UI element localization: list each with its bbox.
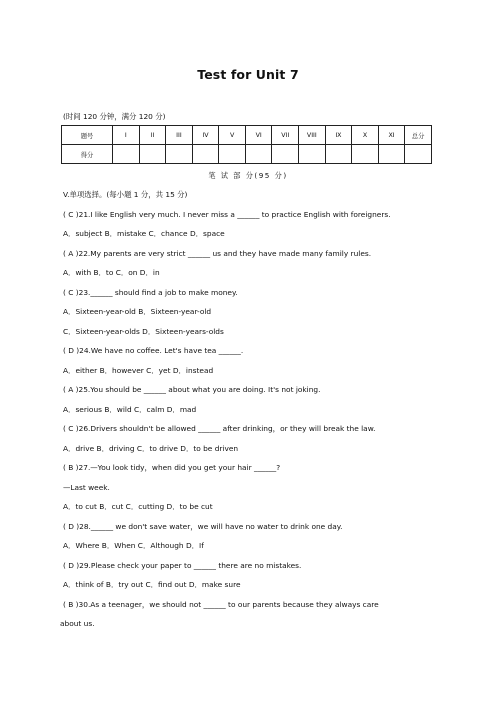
question-options: A．think of B．try out C．find out D．make sure <box>63 580 241 589</box>
score-input-cell[interactable] <box>166 145 193 164</box>
score-input-cell[interactable] <box>139 145 166 164</box>
question-options: A．to cut B．cut C．cutting D．to be cut <box>63 502 213 511</box>
score-table-cell: 总分 <box>405 126 432 145</box>
score-table-cell: 题号 <box>62 126 113 145</box>
question-stem-continuation: about us. <box>60 619 95 628</box>
score-input-cell[interactable] <box>272 145 299 164</box>
question-stem: ( D )24.We have no coffee. Let's have tea ______. <box>63 346 244 355</box>
score-table-cell: IX <box>325 126 352 145</box>
score-input-cell[interactable] <box>405 145 432 164</box>
question-list <box>60 185 443 634</box>
score-table-cell: VII <box>272 126 299 145</box>
question-stem: ( A )25.You should be ______ about what you are doing. It's not joking. <box>63 385 321 394</box>
score-input-cell[interactable] <box>245 145 272 164</box>
question-options: A．drive B．driving C．to drive D．to be driven <box>63 443 239 453</box>
score-input-cell[interactable] <box>378 145 405 164</box>
question-options: C．Sixteen-year-olds D．Sixteen-years-olds <box>63 326 224 336</box>
score-table-cell: VIII <box>299 126 326 145</box>
question-options: A．serious B．wild C．calm D．mad <box>63 404 197 414</box>
question-stem: ( A )22.My parents are very strict ______ us and they have made many family rules. <box>63 248 372 258</box>
question-stem: ( B )30.As a teenager，we should not ______ to our parents because they always care <box>63 599 379 609</box>
score-table <box>61 125 432 164</box>
score-table-cell: X <box>352 126 379 145</box>
score-table-header-row <box>62 126 432 145</box>
score-table-score-row <box>62 145 432 164</box>
question-stem: ( D )29.Please check your paper to ______ there are no mistakes. <box>63 560 302 570</box>
section-heading: 笔 试 部 分(95 分) <box>208 171 288 180</box>
question-options: A．Sixteen-year-old B．Sixteen-year-old <box>63 307 212 316</box>
question-options: A．subject B．mistake C．chance D．space <box>63 229 225 238</box>
question-stem: ( B )27.—You look tidy，when did you get your hair ______? <box>63 463 281 472</box>
question-options: A．either B．however C．yet D．instead <box>63 365 214 375</box>
question-stem: ( C )26.Drivers shouldn't be allowed ______ after drinking，or they will break the law. <box>63 424 376 433</box>
score-table-cell: V <box>219 126 246 145</box>
question-stem: ( C )23.______ should find a job to make money. <box>63 287 238 297</box>
question-stem: ( D )28.______ we don't save water，we will have no water to drink one day. <box>63 521 343 531</box>
score-input-cell[interactable] <box>192 145 219 164</box>
question-options: A．with B．to C．on D．in <box>63 268 160 277</box>
score-table-cell: I <box>113 126 140 145</box>
score-table-cell: II <box>139 126 166 145</box>
time-and-score-note: (时间 120 分钟，满分 120 分) <box>63 112 166 121</box>
page-title: Test for Unit 7 <box>197 67 299 82</box>
question-dialog-reply: —Last week. <box>63 482 110 492</box>
score-input-cell[interactable] <box>219 145 246 164</box>
score-row-label: 得分 <box>62 145 113 164</box>
score-table-cell: IV <box>192 126 219 145</box>
score-table-cell: III <box>166 126 193 145</box>
section-instruction: V.单项选择。(每小题 1 分，共 15 分) <box>63 190 188 199</box>
question-options: A．Where B．When C．Although D．If <box>63 541 204 550</box>
score-table-cell: XI <box>378 126 405 145</box>
score-input-cell[interactable] <box>352 145 379 164</box>
score-table-cell: VI <box>245 126 272 145</box>
score-input-cell[interactable] <box>299 145 326 164</box>
score-input-cell[interactable] <box>325 145 352 164</box>
score-input-cell[interactable] <box>113 145 140 164</box>
question-stem: ( C )21.I like English very much. I never miss a ______ to practice English with foreigners. <box>63 209 391 219</box>
